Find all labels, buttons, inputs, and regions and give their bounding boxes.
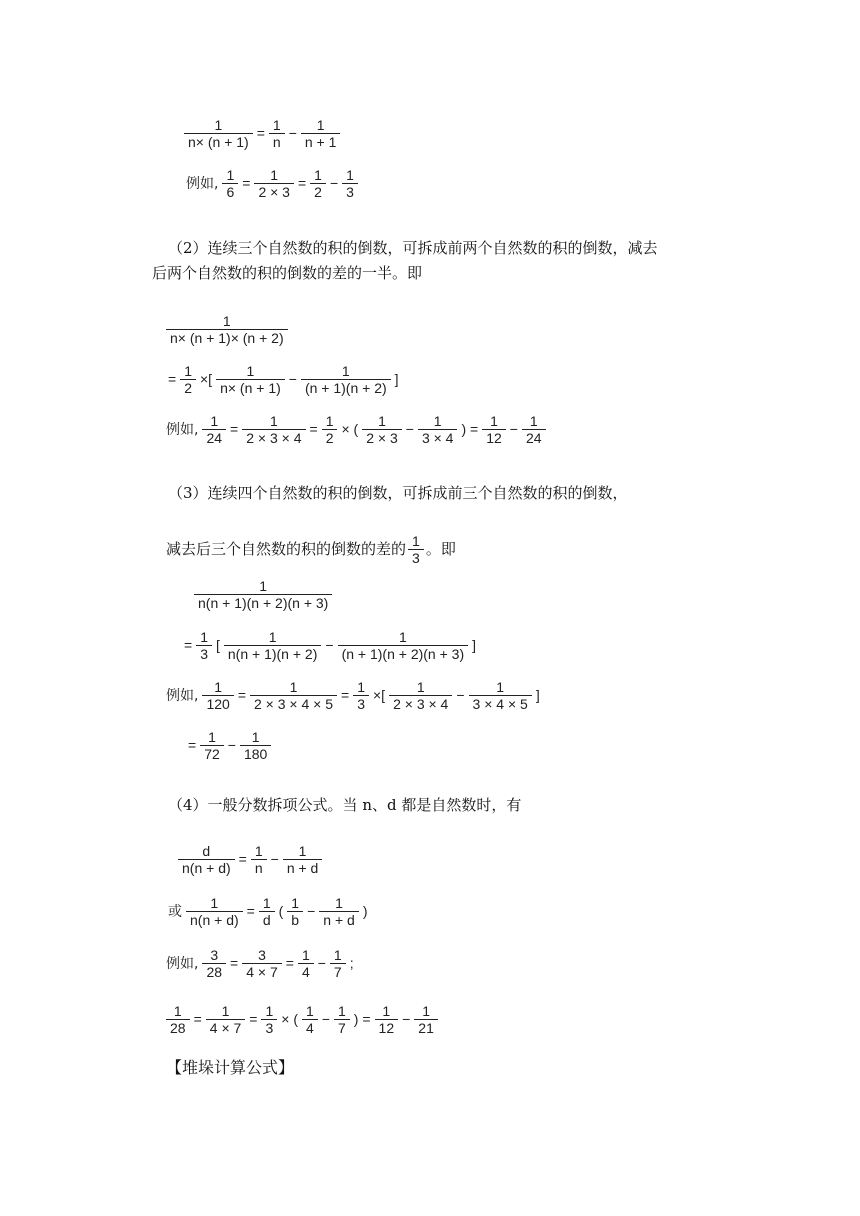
section-heading: 【堆垛计算公式】 (166, 1058, 295, 1077)
section-3-paragraph-line2: 减去后三个自然数的积的倒数的差的 $\frac{1}{3}$ 。即 (166, 532, 456, 566)
formula-3-result: = $\frac{1}{72}$ − $\frac{1}{180}$ (186, 726, 273, 764)
formula-1-definition: $\frac{1}{n\times (n + 1)}$ = $\frac{1}{n}$ − $\frac{1}{n + 1}$ (182, 114, 342, 152)
fraction: $\frac{1}{n\times (n + 1)}$ (184, 117, 253, 150)
formula-2-left: $\frac{1}{n\times (n + 1)\times (n + 2)}$ (164, 310, 290, 348)
formula-3-example: 例如, $\frac{1}{120}$ = $\frac{1}{2 \times 3 \times 4 \times 5}$ = $\frac{1}{3}$ ×[ $\frac{1}{2 \times 3 \times 4}$ − $\frac{1}{3 \times 4 \times 5}$ ] (166, 678, 540, 712)
formula-4-example-2: $\frac{1}{28}$ = $\frac{1}{4 \times 7}$ = $\frac{1}{3}$ × ( $\frac{1}{4}$ − $\frac{1}{7}$ ) = $\frac{1}{12}$ − $\frac{1}{21}$ (164, 1000, 440, 1038)
section-2-paragraph-line1: （2）连续三个自然数的积的倒数，可拆成前两个自然数的积的倒数，减去 (168, 239, 658, 257)
formula-2-example: 例如, $\frac{1}{24}$ = $\frac{1}{2 \times 3 \times 4}$ = $\frac{1}{2}$ × ( $\frac{1}{2 \times 3}$ − $\frac{1}{3 \times 4}$ ) = $\frac{1}{12}$ − $\frac{1}{24}$ (164, 410, 548, 448)
formula-1-example: 例如, $\frac{1}{6}$ = $\frac{1}{2 \times 3}$ = $\frac{1}{2}$ − $\frac{1}{3}$ (184, 164, 360, 202)
formula-3-expansion: = $\frac{1}{3}$ [ $\frac{1}{n(n + 1)(n + 2)}$ − $\frac{1}{(n + 1)(n + 2)(n + 3)}$ ] (184, 628, 477, 662)
fraction: $\frac{1}{n + 1}$ (301, 117, 341, 150)
formula-4-general: $\frac{d}{n(n + d)}$ = $\frac{1}{n}$ − $\frac{1}{n + d}$ (176, 840, 324, 878)
formula-3-left: $\frac{1}{n(n + 1)(n + 2)(n + 3)}$ (192, 575, 334, 613)
section-4-paragraph-line1: （4）一般分数拆项公式。当 n、d 都是自然数时，有 (168, 796, 522, 814)
section-2-paragraph-line2: 后两个自然数的积的倒数的差的一半。即 (152, 264, 423, 282)
formula-4-alternative: 或 $\frac{1}{n(n + d)}$ = $\frac{1}{d}$ ( $\frac{1}{b}$ − $\frac{1}{n + d}$ ) (168, 894, 368, 928)
fraction: $\frac{1}{n}$ (269, 117, 285, 150)
formula-2-expansion: = $\frac{1}{2}$ ×[ $\frac{1}{n\times (n + 1)}$ − $\frac{1}{(n + 1)(n + 2)}$ ] (168, 362, 399, 396)
section-3-paragraph-line1: （3）连续四个自然数的积的倒数，可拆成前三个自然数的积的倒数， (168, 484, 628, 502)
formula-4-example: 例如, $\frac{3}{28}$ = $\frac{3}{4 \times 7}$ = $\frac{1}{4}$ − $\frac{1}{7}$ ; (166, 946, 354, 980)
